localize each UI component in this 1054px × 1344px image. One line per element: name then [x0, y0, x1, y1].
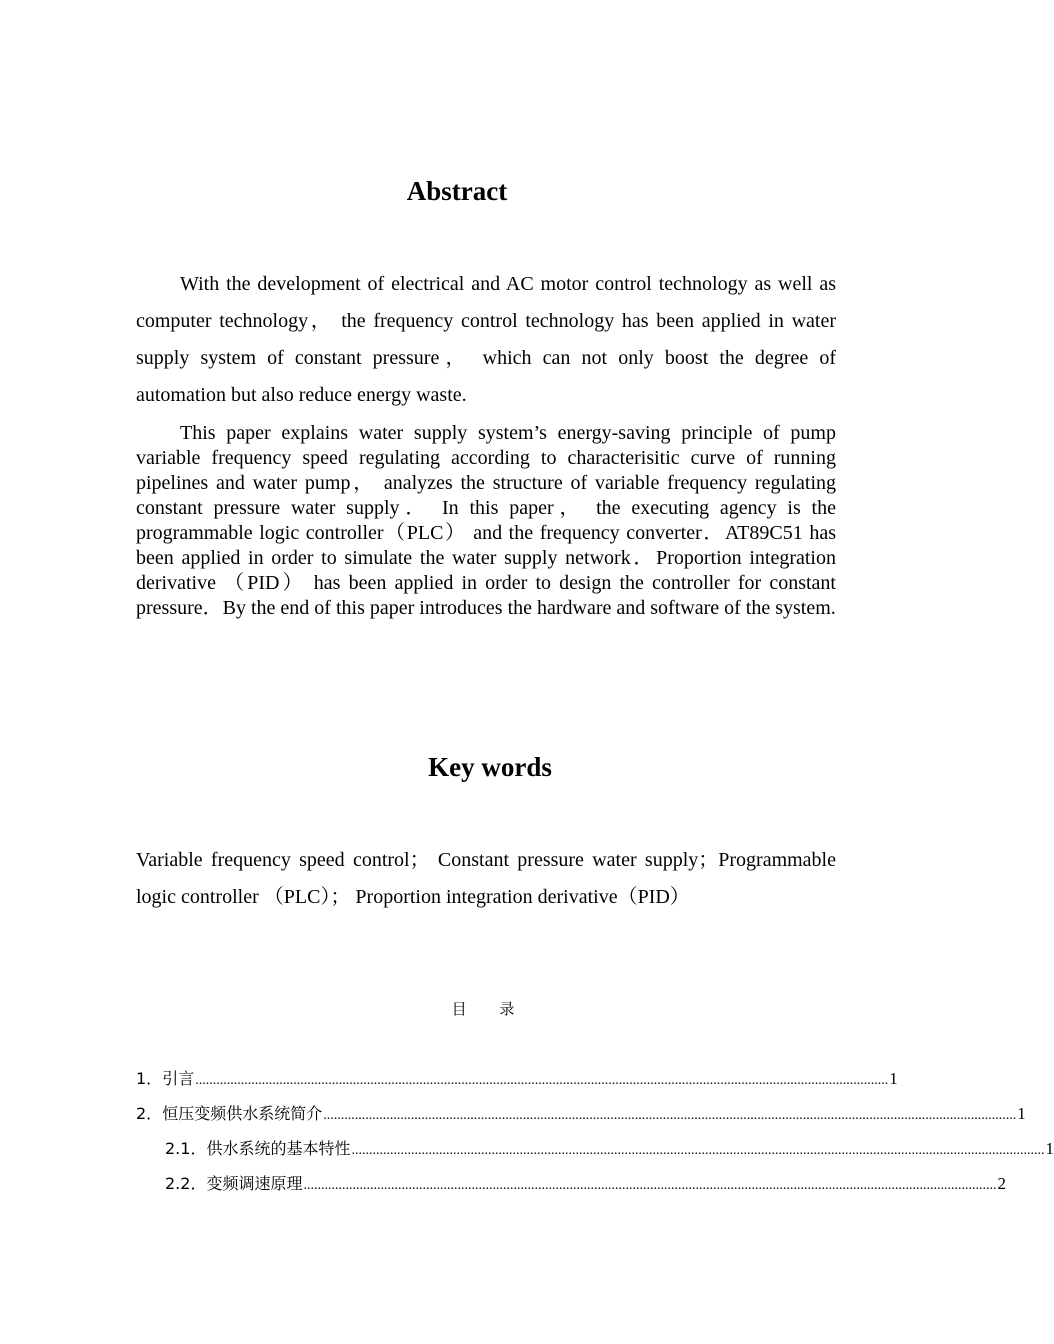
toc-leader-dots: ...................................................................................................................................................................................................... [351, 1143, 1045, 1158]
toc-title: 目 录 [451, 1000, 529, 1018]
toc-leader-dots: ...................................................................................................................................................................................................... [303, 1178, 997, 1193]
toc-entry-label: 变频调速原理 [206, 1174, 303, 1193]
toc-entry-number: 2． [136, 1104, 163, 1123]
toc-entry-page: 1 [889, 1069, 898, 1088]
toc-entry-label: 供水系统的基本特性 [206, 1139, 351, 1158]
toc-entry-page: 2 [997, 1174, 1006, 1193]
toc-entry[interactable] [136, 1170, 1006, 1205]
toc-entry-label: 引言 [162, 1069, 195, 1088]
keywords-text: Variable frequency speed control； Constant pressure water supply；Programmable logic controller （PLC）； Proportion integration derivative（PID） [136, 849, 836, 908]
abstract-title: Abstract [406, 176, 508, 206]
toc-entry[interactable] [136, 1100, 1026, 1135]
toc-entry-number: 1． [136, 1069, 163, 1088]
toc-entry-number: 2.1． [165, 1139, 207, 1158]
toc-entry-number: 2.2． [165, 1174, 207, 1193]
toc-entry-label: 恒压变频供水系统简介 [162, 1104, 323, 1123]
toc-entry[interactable] [136, 1135, 1054, 1170]
abstract-paragraph-1: With the development of electrical and AC motor control technology as well as computer technology， the frequency control technology has been applied in water supply system of constant pressure， which can not only boost the degree of automation but also reduce energy waste. [136, 273, 836, 406]
keywords-title: Key words [428, 752, 552, 782]
toc-leader-dots: ...................................................................................................................................................................................................... [323, 1108, 1017, 1123]
table-of-contents [136, 1065, 1054, 1205]
toc-entry-page: 1 [1045, 1139, 1054, 1158]
toc-entry-page: 1 [1017, 1104, 1026, 1123]
toc-entry[interactable] [136, 1065, 898, 1100]
abstract-paragraph-2: This paper explains water supply system’s energy-saving principle of pump variable frequency speed regulating according to characterisitic curve of running pipelines and water pump， analyzes the structure of variable frequency regulating constant pressure water supply． In this paper， the executing agency is the programmable logic controller（PLC） and the frequency converter．AT89C51 has been applied in order to simulate the water supply network．Proportion integration derivative （PID） has been applied in order to design the controller for constant pressure．By the end of this paper introduces the hardware and software of the system. [136, 422, 836, 619]
toc-leader-dots: ...................................................................................................................................................................................................... [195, 1073, 889, 1088]
